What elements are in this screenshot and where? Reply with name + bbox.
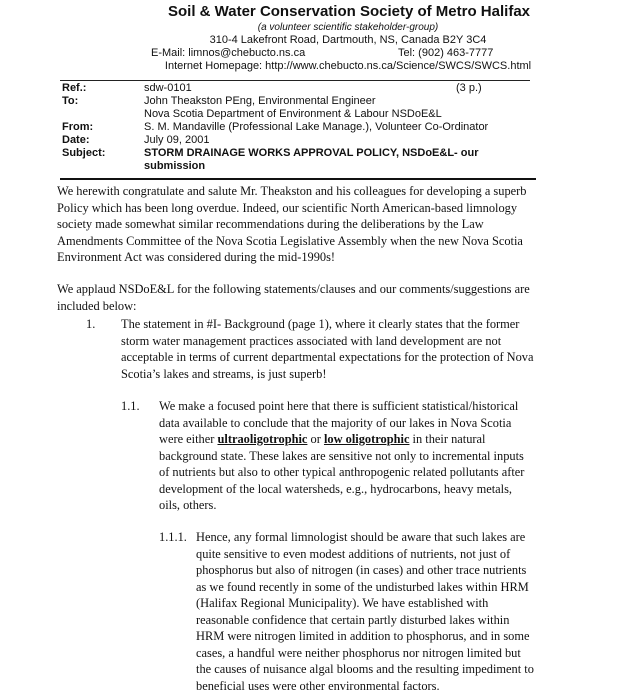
org-homepage: Internet Homepage: http://www.chebucto.ns.ca/Science/SWCS/SWCS.html [164,60,532,72]
ref-value: sdw-0101 [144,82,192,94]
subject-label: Subject: [62,147,106,159]
page-count: (3 p.) [456,82,482,94]
item-1-number: 1. [86,317,96,331]
to-recipient: John Theakston PEng, Environmental Engineer [144,95,376,107]
org-name: Soil & Water Conservation Society of Metro Halifax [167,3,530,20]
org-phone: Tel: (902) 463-7777 [398,47,494,59]
term-ultraoligotrophic: ultraoligotrophic [217,432,308,446]
contact-row [0,47,638,60]
item-1-1-or: or [307,432,324,446]
subject-row [62,147,532,173]
ref-label: Ref.: [62,82,87,94]
org-address: 310-4 Lakefront Road, Dartmouth, NS, Canada B2Y 3C4 [209,34,487,46]
org-email: E-Mail: limnos@chebucto.ns.ca [151,47,306,59]
applaud-paragraph: We applaud NSDoE&L for the following statements/clauses and our comments/suggestions are included below: [57,282,530,313]
org-tagline: (a volunteer scientific stakeholder-group) [257,22,439,33]
memo-header [62,82,532,173]
letterhead [0,2,638,73]
item-1-1-rest: in their natural background state. These lakes are sensitive not only to incremental inputs of nutrients but also to other typical anthropogenic related pollutants after development of the local watersheds, e.g., hydrocarbons, heavy metals, oils, others. [159,432,525,512]
memo-divider [60,178,536,180]
item-1-1-text [159,398,536,514]
date-row [62,134,532,147]
header-divider [60,80,530,81]
to-label: To: [62,95,79,107]
from-label: From: [62,121,94,133]
item-1-1-1-number: 1.1.1. [159,530,187,544]
to-row [62,95,532,108]
intro-paragraph: We herewith congratulate and salute Mr. Theakston and his colleagues for developing a superb Policy which has been long overdue. Indeed, our scientific North American-based limnology society made somewhat similar recommendations during the deliberations by the Law Amendments Committee of the Nova Scotia Legislative Assembly when the new Nova Scotia Environment Act was considered during the mid-1990s! [57,184,527,264]
date-value: July 09, 2001 [144,134,210,146]
item-1-1-number: 1.1. [121,399,140,413]
to-department: Nova Scotia Department of Environment & Labour NSDoE&L [144,108,442,120]
from-value: S. M. Mandaville (Professional Lake Manage.), Volunteer Co-Ordinator [144,121,489,133]
date-label: Date: [62,134,90,146]
term-low-oligotrophic: low oligotrophic [323,432,410,446]
to-row-2 [62,108,532,121]
item-1-1-1-text: Hence, any formal limnologist should be aware that such lakes are quite sensitive to even modest additions of nutrients, not just of phosphorus but also of nitrogen (in cases) and other trace nutrients as we found recently in some of the undisturbed lakes within HRM (Halifax Regional Municipality). We have established with reasonable confidence that certain partly disturbed lakes within HRM were nitrogen limited in addition to phosphorus, and in some cases, a handful were neither phosphorus nor nitrogen limited but the causes of nuisance algal blooms and the resulting impediment to beneficial uses were other environmental factors. [196,530,534,693]
item-1-text: The statement in #I- Background (page 1), where it clearly states that the former storm water management practices associated with land development are not acceptable in terms of current departmental expectations for the protection of Nova Scotia’s lakes and streams, is just superb! [121,317,534,381]
from-row [62,121,532,134]
item-1-1-lead: We make a focused point here that there is sufficient statistical/historical data available to conclude that the majority of our lakes in Nova Scotia were either [159,399,519,446]
subject-value: STORM DRAINAGE WORKS APPROVAL POLICY, NSDoE&L- our submission [144,147,479,172]
ref-row [62,82,532,95]
